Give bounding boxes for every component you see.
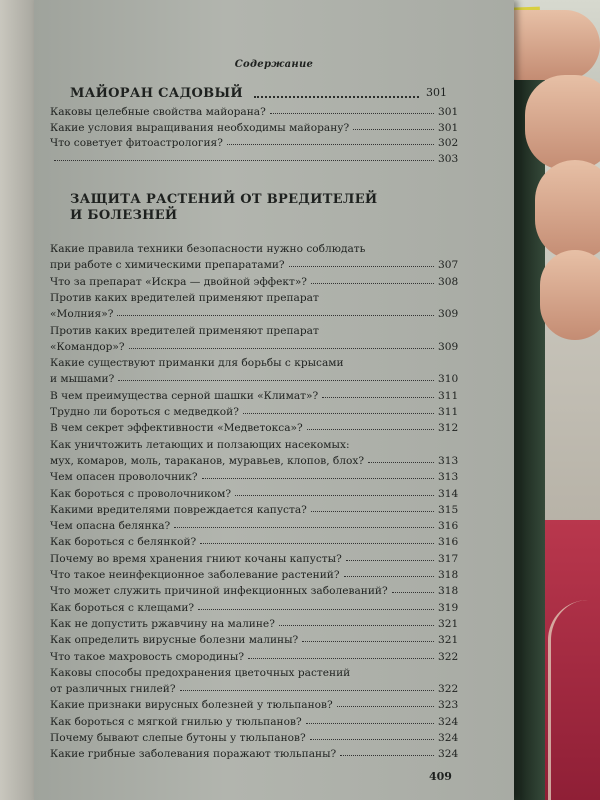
- toc-entry-text: мух, комаров, моль, тараканов, муравьев, клопов, блох?: [50, 454, 365, 467]
- section-title-line: ЗАЩИТА РАСТЕНИЙ ОТ ВРЕДИТЕЛЕЙ: [70, 192, 378, 207]
- leader-dots: [302, 634, 434, 642]
- leader-dots: [310, 732, 434, 740]
- toc-entry-page: 321: [438, 617, 459, 630]
- toc-entry: [50, 308, 460, 321]
- toc-entry-text: Что за препарат «Искра — двойной эффект»?: [50, 275, 307, 288]
- leader-dots: [340, 748, 434, 756]
- toc-entry: [50, 569, 460, 582]
- book-page: [34, 0, 514, 800]
- toc-entry-text: при работе с химическими препаратами?: [50, 259, 285, 272]
- toc-entry-page: 315: [438, 503, 459, 516]
- leader-dots: [202, 471, 434, 479]
- finger: [525, 75, 600, 170]
- toc-entry-text: В чем преимущества серной шашки «Климат»?: [50, 389, 319, 402]
- toc-entry: [50, 651, 460, 664]
- leader-dots: [118, 373, 434, 381]
- toc-entry-text: Трудно ли бороться с медведкой?: [50, 406, 239, 418]
- leader-dots: [306, 716, 434, 724]
- leader-dots: [311, 276, 434, 284]
- leader-dots: [344, 569, 434, 577]
- toc-entry-text: Почему бывают слепые бутоны у тюльпанов?: [50, 732, 306, 744]
- toc-entry-page: 302: [438, 137, 459, 149]
- toc-entry-page: 312: [438, 422, 459, 435]
- toc-entry: [50, 439, 460, 452]
- toc-entry-page: 318: [438, 585, 459, 598]
- toc-entry-page: 308: [438, 275, 459, 288]
- toc-entry: [50, 137, 460, 150]
- toc-entry-text: Чем опасна белянка?: [50, 520, 171, 533]
- leader-dots: [307, 422, 434, 430]
- leader-dots: [243, 406, 434, 414]
- leader-dots: [279, 618, 434, 626]
- leader-dots: [227, 137, 434, 145]
- toc-entry-text: Как бороться с проволочником?: [50, 487, 232, 500]
- toc-entry: [50, 520, 460, 533]
- toc-entry-text: Какие признаки вирусных болезней у тюльпанов?: [50, 699, 333, 712]
- toc-entry-page: 301: [438, 106, 459, 118]
- leader-dots: [235, 488, 434, 496]
- leader-dots: [322, 390, 434, 398]
- toc-entry-text: «Командор»?: [50, 340, 125, 353]
- toc-entry-text: Как бороться с белянкой?: [50, 536, 197, 549]
- toc-entry-text: Каковы способы предохранения цветочных растений: [50, 666, 351, 679]
- toc-entry-page: 319: [438, 601, 459, 614]
- toc-entry-text: Какие условия выращивания необходимы майорану?: [50, 121, 350, 134]
- toc-entry: [50, 390, 460, 403]
- leader-dots: [198, 602, 434, 610]
- toc-entry: [50, 471, 460, 484]
- toc-entry-page: 321: [438, 634, 459, 647]
- toc-entry: [50, 618, 460, 631]
- toc-entry: [50, 699, 460, 712]
- leader-dots: [368, 455, 434, 463]
- toc-entry-text: Что такое неинфекционное заболевание растений?: [50, 569, 340, 581]
- leader-dots: [180, 683, 434, 691]
- toc-entry-text: Чем опасен проволочник?: [50, 471, 198, 484]
- toc-entry-page: 301: [438, 121, 459, 134]
- leader-dots: [200, 536, 434, 544]
- cable: [548, 600, 600, 800]
- leader-dots: [346, 553, 434, 561]
- leader-dots: [353, 122, 434, 130]
- toc-entry: [50, 373, 460, 386]
- toc-entry-text: Как бороться с клещами?: [50, 601, 195, 614]
- toc-entry-text: Какие существуют приманки для борьбы с крысами: [50, 357, 344, 370]
- toc-entry-page: 314: [438, 487, 459, 500]
- toc-entry-page: 318: [438, 569, 459, 581]
- leader-dots: [248, 651, 434, 659]
- toc-entry-page: 324: [438, 715, 459, 728]
- toc-entry: [50, 732, 460, 745]
- leader-dots: [392, 585, 434, 593]
- toc-entry-text: Против каких вредителей применяют препарат: [50, 324, 319, 337]
- toc-entry-page: 324: [438, 732, 459, 744]
- toc-entry: [50, 122, 460, 135]
- toc-entry-text: Против каких вредителей применяют препарат: [50, 291, 319, 304]
- toc-entry: [50, 455, 460, 468]
- toc-entry: [50, 748, 460, 761]
- toc-entry-text: В чем секрет эффективности «Медветокса»?: [50, 422, 303, 435]
- toc-entry: [50, 243, 460, 256]
- toc-entry-text: Как бороться с мягкой гнилью у тюльпанов?: [50, 715, 302, 728]
- toc-entry-page: 322: [438, 650, 459, 663]
- toc-entry-page: 316: [438, 520, 459, 533]
- toc-entry: [50, 683, 460, 696]
- toc-entry: [50, 341, 460, 354]
- toc-entry: [50, 716, 460, 729]
- toc-entry-text: Каковы целебные свойства майорана?: [50, 106, 266, 118]
- leader-dots: [270, 106, 434, 114]
- leader-dots: [254, 92, 419, 98]
- leader-dots: [117, 308, 434, 316]
- toc-entry-text: Как не допустить ржавчину на малине?: [50, 617, 275, 630]
- toc-entry: [50, 292, 460, 305]
- running-header: Содержание: [234, 59, 314, 70]
- finger: [535, 160, 600, 260]
- toc-entry: [50, 488, 460, 501]
- toc-entry: [50, 504, 460, 517]
- toc-entry: [50, 276, 460, 289]
- toc-entry: [50, 634, 460, 647]
- toc-entry-page: 323: [438, 699, 459, 712]
- toc-entry: [50, 667, 460, 680]
- toc-entry-page: 313: [438, 471, 459, 484]
- toc-entry-page: 316: [438, 536, 459, 549]
- toc-entry: [50, 325, 460, 338]
- finger: [540, 250, 600, 340]
- background-left: [0, 0, 34, 800]
- toc-entry-page: 310: [438, 373, 459, 386]
- toc-entry-text: Как уничтожить летающих и ползающих насекомых:: [50, 438, 350, 451]
- leader-dots: [337, 699, 434, 707]
- toc-entry: [50, 357, 460, 370]
- toc-entry-text: Как определить вирусные болезни малины?: [50, 634, 299, 647]
- toc-entry-text: «Молния»?: [50, 308, 114, 321]
- toc-entry-page: 309: [438, 308, 459, 321]
- toc-entry-text: Какими вредителями повреждается капуста?: [50, 503, 307, 516]
- section-title-line: И БОЛЕЗНЕЙ: [70, 208, 178, 223]
- toc-entry: [50, 553, 460, 566]
- section-page-number: 301: [426, 86, 447, 99]
- toc-entry-page: 311: [438, 389, 459, 402]
- toc-entry: [50, 259, 460, 272]
- leader-dots: [174, 520, 434, 528]
- toc-entry-page: 313: [438, 454, 459, 467]
- toc-entry-text: Что может служить причиной инфекционных заболеваний?: [50, 585, 388, 598]
- toc-entry-page: 303: [438, 152, 459, 165]
- toc-entry-page: 311: [438, 406, 459, 418]
- toc-entry-text: и мышами?: [50, 373, 115, 386]
- section-title-marjoram: МАЙОРАН САДОВЫЙ: [70, 86, 243, 101]
- toc-entry-page: 324: [438, 748, 459, 761]
- leader-dots: [54, 153, 434, 161]
- section-title-plant-protection: [70, 192, 450, 224]
- toc-entry-text: от различных гнилей?: [50, 683, 176, 696]
- toc-entry-text: Какие правила техники безопасности нужно соблюдать: [50, 243, 366, 255]
- toc-entry-text: Почему во время хранения гниют кочаны капусты?: [50, 552, 342, 565]
- toc-entry-page: 317: [438, 552, 459, 565]
- leader-dots: [289, 259, 434, 267]
- toc-entry-text: Что такое махровость смородины?: [50, 650, 245, 663]
- toc-entry-text: Какие грибные заболевания поражают тюльпаны?: [50, 748, 337, 761]
- toc-entry: [50, 602, 460, 615]
- leader-dots: [311, 504, 434, 512]
- toc-entry: [50, 536, 460, 549]
- toc-entry: [50, 422, 460, 435]
- toc-entry-page: 307: [438, 259, 459, 272]
- toc-entry-page: 309: [438, 340, 459, 353]
- page-number: 409: [429, 770, 452, 783]
- leader-dots: [129, 341, 434, 349]
- toc-entry: [50, 406, 460, 419]
- toc-entry: [50, 585, 460, 598]
- toc-entry-text: Что советует фитоастрология?: [50, 137, 223, 149]
- toc-entry-page: 322: [438, 683, 459, 696]
- toc-entry: [50, 106, 460, 119]
